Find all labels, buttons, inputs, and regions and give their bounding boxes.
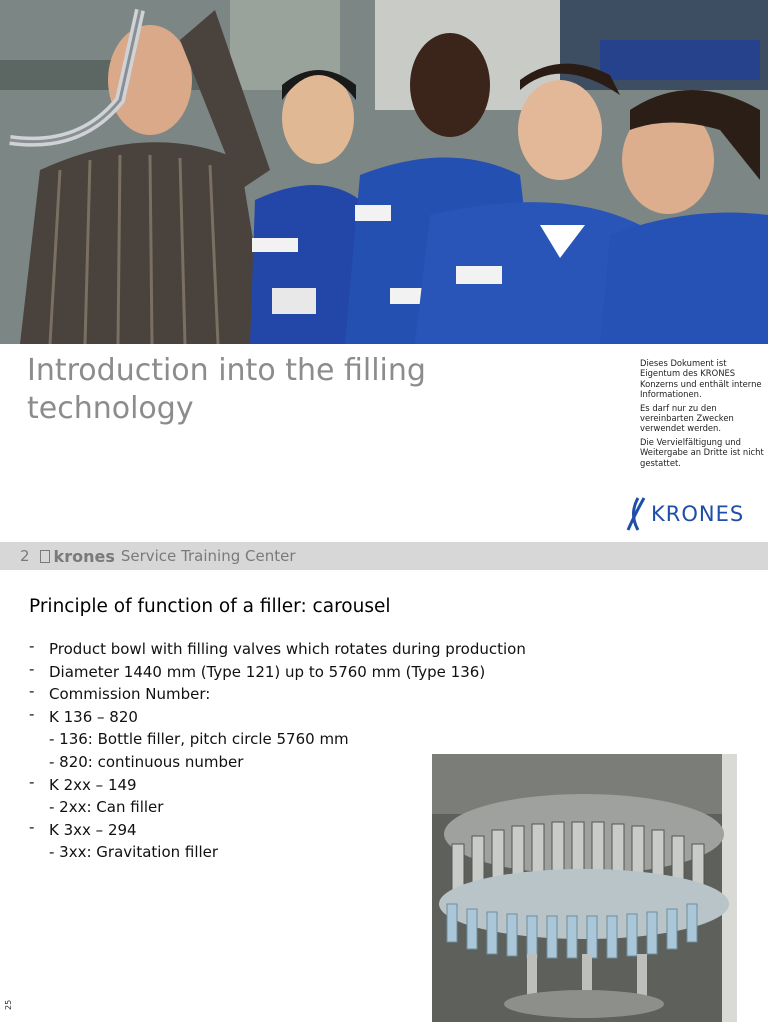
disclaimer-line: Dieses Dokument ist Eigentum des KRONES Konzerns und enthält interne Informationen.: [640, 358, 762, 400]
footer-number: 25: [4, 999, 13, 1010]
dash-icon: -: [29, 704, 35, 723]
dash-icon: -: [29, 682, 35, 701]
slide-heading: Principle of function of a filler: carousel: [29, 596, 391, 617]
band-subtitle: Service Training Center: [120, 547, 296, 565]
header-photo: [0, 0, 768, 344]
bullet-text: - 136: Bottle filler, pitch circle 5760 mm: [49, 730, 349, 749]
bullet-text: - 3xx: Gravitation filler: [49, 843, 219, 862]
training-photo-illustration: [0, 0, 768, 344]
filler-carousel-photo: [432, 754, 737, 1022]
filler-carousel-illustration: [432, 754, 737, 1022]
krones-logo: [626, 496, 744, 532]
bullet-text: Diameter 1440 mm (Type 121) up to 5760 mm (Type 136): [49, 662, 486, 681]
document-title: Introduction into the filling technology: [27, 353, 426, 426]
dash-icon: -: [29, 772, 35, 791]
placeholder-glyph-icon: [40, 550, 50, 563]
krones-logo-text: KRONES: [651, 502, 745, 526]
bullet-text: - 820: continuous number: [49, 752, 244, 771]
bullet-text: - 2xx: Can filler: [49, 798, 164, 817]
dash-icon: -: [29, 659, 35, 678]
slide-header-band: [0, 542, 768, 570]
bullet-item: [29, 638, 589, 661]
bullet-text: Product bowl with filling valves which rotates during production: [49, 640, 526, 658]
bullet-text: K 3xx – 294: [49, 820, 137, 839]
confidentiality-notice: [640, 358, 764, 471]
sub-bullet-item: [29, 728, 589, 751]
disclaimer-line: Die Vervielfältigung und Weitergabe an Dritte ist nicht gestattet.: [640, 436, 764, 468]
page-number: 2: [20, 547, 30, 565]
bullet-item: [29, 661, 589, 684]
bullet-text: K 136 – 820: [49, 707, 138, 726]
bullet-text: K 2xx – 149: [49, 775, 137, 794]
bullet-text: Commission Number:: [49, 685, 211, 704]
dash-icon: -: [29, 817, 35, 836]
dash-icon: -: [29, 637, 35, 655]
bullet-item: [29, 706, 589, 729]
krones-logo-mark-icon: [626, 496, 646, 532]
band-brand: krones: [53, 546, 115, 566]
bullet-item: [29, 683, 589, 706]
disclaimer-line: Es darf nur zu den vereinbarten Zwecken verwendet werden.: [640, 402, 734, 434]
